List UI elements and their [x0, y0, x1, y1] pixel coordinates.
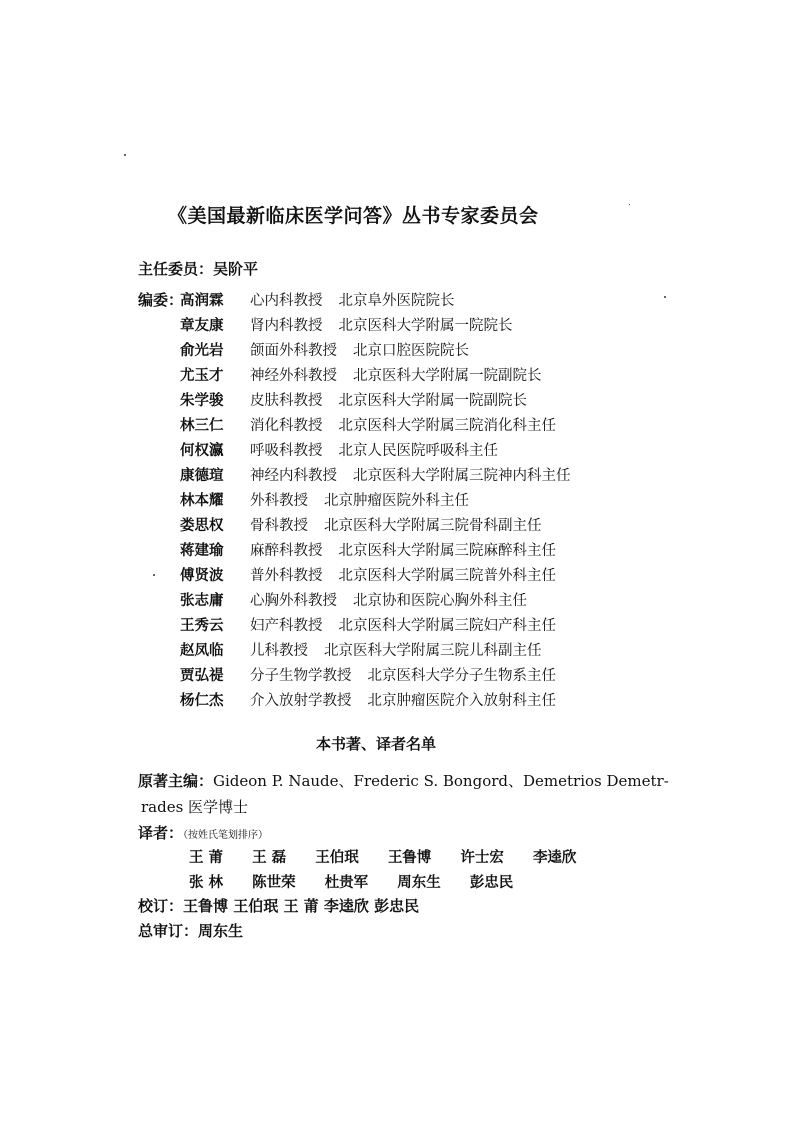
translator-name: 陈世荣 — [252, 874, 296, 891]
committee-member-row — [180, 664, 556, 685]
member-title: 普外科教授 — [250, 568, 323, 584]
translators-row-2 — [189, 871, 537, 892]
original-editors-names: Gideon P. Naude、Frederic S. Bongord、Demetrios Demetr- — [213, 772, 669, 790]
chair-line — [138, 258, 258, 279]
member-name: 林本耀 — [180, 492, 224, 509]
member-affiliation: 北京医科大学附属三院妇产科主任 — [338, 618, 556, 634]
member-title: 介入放射学教授 — [250, 693, 352, 709]
translators-label: 译者： — [138, 824, 184, 842]
member-name: 朱学骏 — [180, 392, 224, 409]
member-title: 妇产科教授 — [250, 618, 323, 634]
translator-name: 张 林 — [189, 874, 224, 891]
translator-name: 王鲁博 — [387, 849, 432, 866]
committee-member-row — [180, 364, 542, 385]
member-name: 赵凤临 — [180, 642, 224, 659]
member-title: 骨科教授 — [250, 518, 308, 534]
member-title: 心胸外科教授 — [250, 593, 337, 609]
translator-name: 许士宏 — [460, 849, 504, 866]
member-name: 尤玉才 — [180, 367, 224, 384]
member-affiliation: 北京肿瘤医院外科主任 — [324, 493, 469, 509]
committee-member-row — [180, 589, 527, 610]
chief-reviser-line — [138, 920, 243, 941]
member-affiliation: 北京肿瘤医院介入放射科主任 — [367, 693, 556, 709]
committee-member-row — [180, 389, 527, 410]
committee-member-row — [180, 339, 469, 360]
translators-row-1 — [189, 846, 600, 867]
member-name: 章友康 — [180, 317, 224, 334]
proofreaders-label: 校订： — [138, 897, 184, 915]
committee-member-row — [180, 464, 571, 485]
chief-reviser-label: 总审订： — [138, 922, 199, 940]
member-affiliation: 北京医科大学附属三院普外科主任 — [338, 568, 556, 584]
member-affiliation: 北京医科大学附属一院副院长 — [353, 368, 542, 384]
chair-label: 主任委员： — [138, 260, 214, 278]
member-title: 颌面外科教授 — [250, 343, 337, 359]
chair-name: 吴阶平 — [213, 260, 259, 278]
committee-member-row — [180, 689, 556, 710]
member-affiliation: 北京医科大学附属三院神内科主任 — [353, 468, 571, 484]
member-name: 王秀云 — [180, 617, 224, 634]
member-name: 康德瑄 — [180, 467, 224, 484]
member-affiliation: 北京医科大学附属三院骨科副主任 — [324, 518, 542, 534]
member-title: 神经内科教授 — [250, 468, 337, 484]
chief-reviser-name: 周东生 — [198, 922, 244, 940]
committee-member-row — [180, 639, 542, 660]
member-name: 林三仁 — [180, 417, 224, 434]
book-section-heading: 本书著、译者名单 — [316, 735, 437, 753]
member-title: 皮肤科教授 — [250, 393, 323, 409]
member-title: 儿科教授 — [250, 643, 308, 659]
proofreaders-line — [138, 895, 419, 916]
member-affiliation: 北京医科大学附属三院麻醉科主任 — [338, 543, 556, 559]
translator-name: 王伯珉 — [315, 849, 359, 866]
translator-name: 彭忠民 — [469, 874, 514, 891]
member-name: 杨仁杰 — [180, 692, 224, 709]
member-title: 肾内科教授 — [250, 318, 323, 334]
original-editors-line1 — [138, 770, 669, 791]
member-affiliation: 北京人民医院呼吸科主任 — [338, 443, 498, 459]
committee-member-row — [180, 489, 469, 510]
committee-member-row — [180, 514, 542, 535]
committee-member-row — [180, 539, 556, 560]
member-affiliation: 北京医科大学附属一院院长 — [338, 318, 513, 334]
committee-member-row — [180, 414, 556, 435]
member-title: 消化科教授 — [250, 418, 323, 434]
committee-member-row — [180, 614, 556, 635]
editors-label: 编委： — [138, 291, 184, 309]
member-name: 娄思权 — [180, 517, 224, 534]
committee-member-row — [180, 314, 513, 335]
translator-name: 王 莆 — [189, 849, 224, 866]
member-title: 心内科教授 — [250, 293, 323, 309]
member-affiliation: 北京医科大学附属三院消化科主任 — [338, 418, 556, 434]
committee-member-row — [180, 289, 455, 310]
member-title: 麻醉科教授 — [250, 543, 323, 559]
proofreaders-names: 王鲁博 王伯珉 王 莆 李逵欣 彭忠民 — [183, 897, 420, 915]
member-name: 高润霖 — [180, 292, 224, 309]
member-name: 傅贤波 — [180, 567, 224, 584]
member-title: 呼吸科教授 — [250, 443, 323, 459]
page-title: 《美国最新临床医学问答》丛书专家委员会 — [168, 205, 539, 227]
member-name: 俞光岩 — [180, 342, 224, 359]
translator-name: 王 磊 — [252, 849, 287, 866]
member-name: 何权瀛 — [180, 442, 224, 459]
member-affiliation: 北京阜外医院院长 — [338, 293, 455, 309]
translators-heading — [138, 822, 268, 843]
translator-name: 杜贵军 — [324, 874, 369, 891]
member-title: 外科教授 — [250, 493, 308, 509]
member-affiliation: 北京医科大学附属一院副院长 — [338, 393, 527, 409]
member-name: 蒋建瑜 — [180, 542, 224, 559]
member-name: 贾弘禔 — [180, 667, 224, 684]
member-title: 神经外科教授 — [250, 368, 337, 384]
translator-name: 周东生 — [397, 874, 441, 891]
translators-sort-note: （按姓氏笔划排序） — [183, 830, 269, 841]
member-title: 分子生物学教授 — [250, 668, 352, 684]
original-editors-line2: rades 医学博士 — [141, 798, 249, 816]
translator-name: 李逵欣 — [532, 849, 577, 866]
committee-member-row — [180, 564, 556, 585]
member-affiliation: 北京口腔医院院长 — [353, 343, 469, 359]
original-editors-label: 原著主编： — [138, 772, 214, 790]
member-affiliation: 北京医科大学附属三院儿科副主任 — [324, 643, 542, 659]
member-name: 张志庸 — [180, 592, 224, 609]
member-affiliation: 北京协和医院心胸外科主任 — [353, 593, 527, 609]
member-affiliation: 北京医科大学分子生物系主任 — [367, 668, 556, 684]
committee-member-row — [180, 439, 498, 460]
